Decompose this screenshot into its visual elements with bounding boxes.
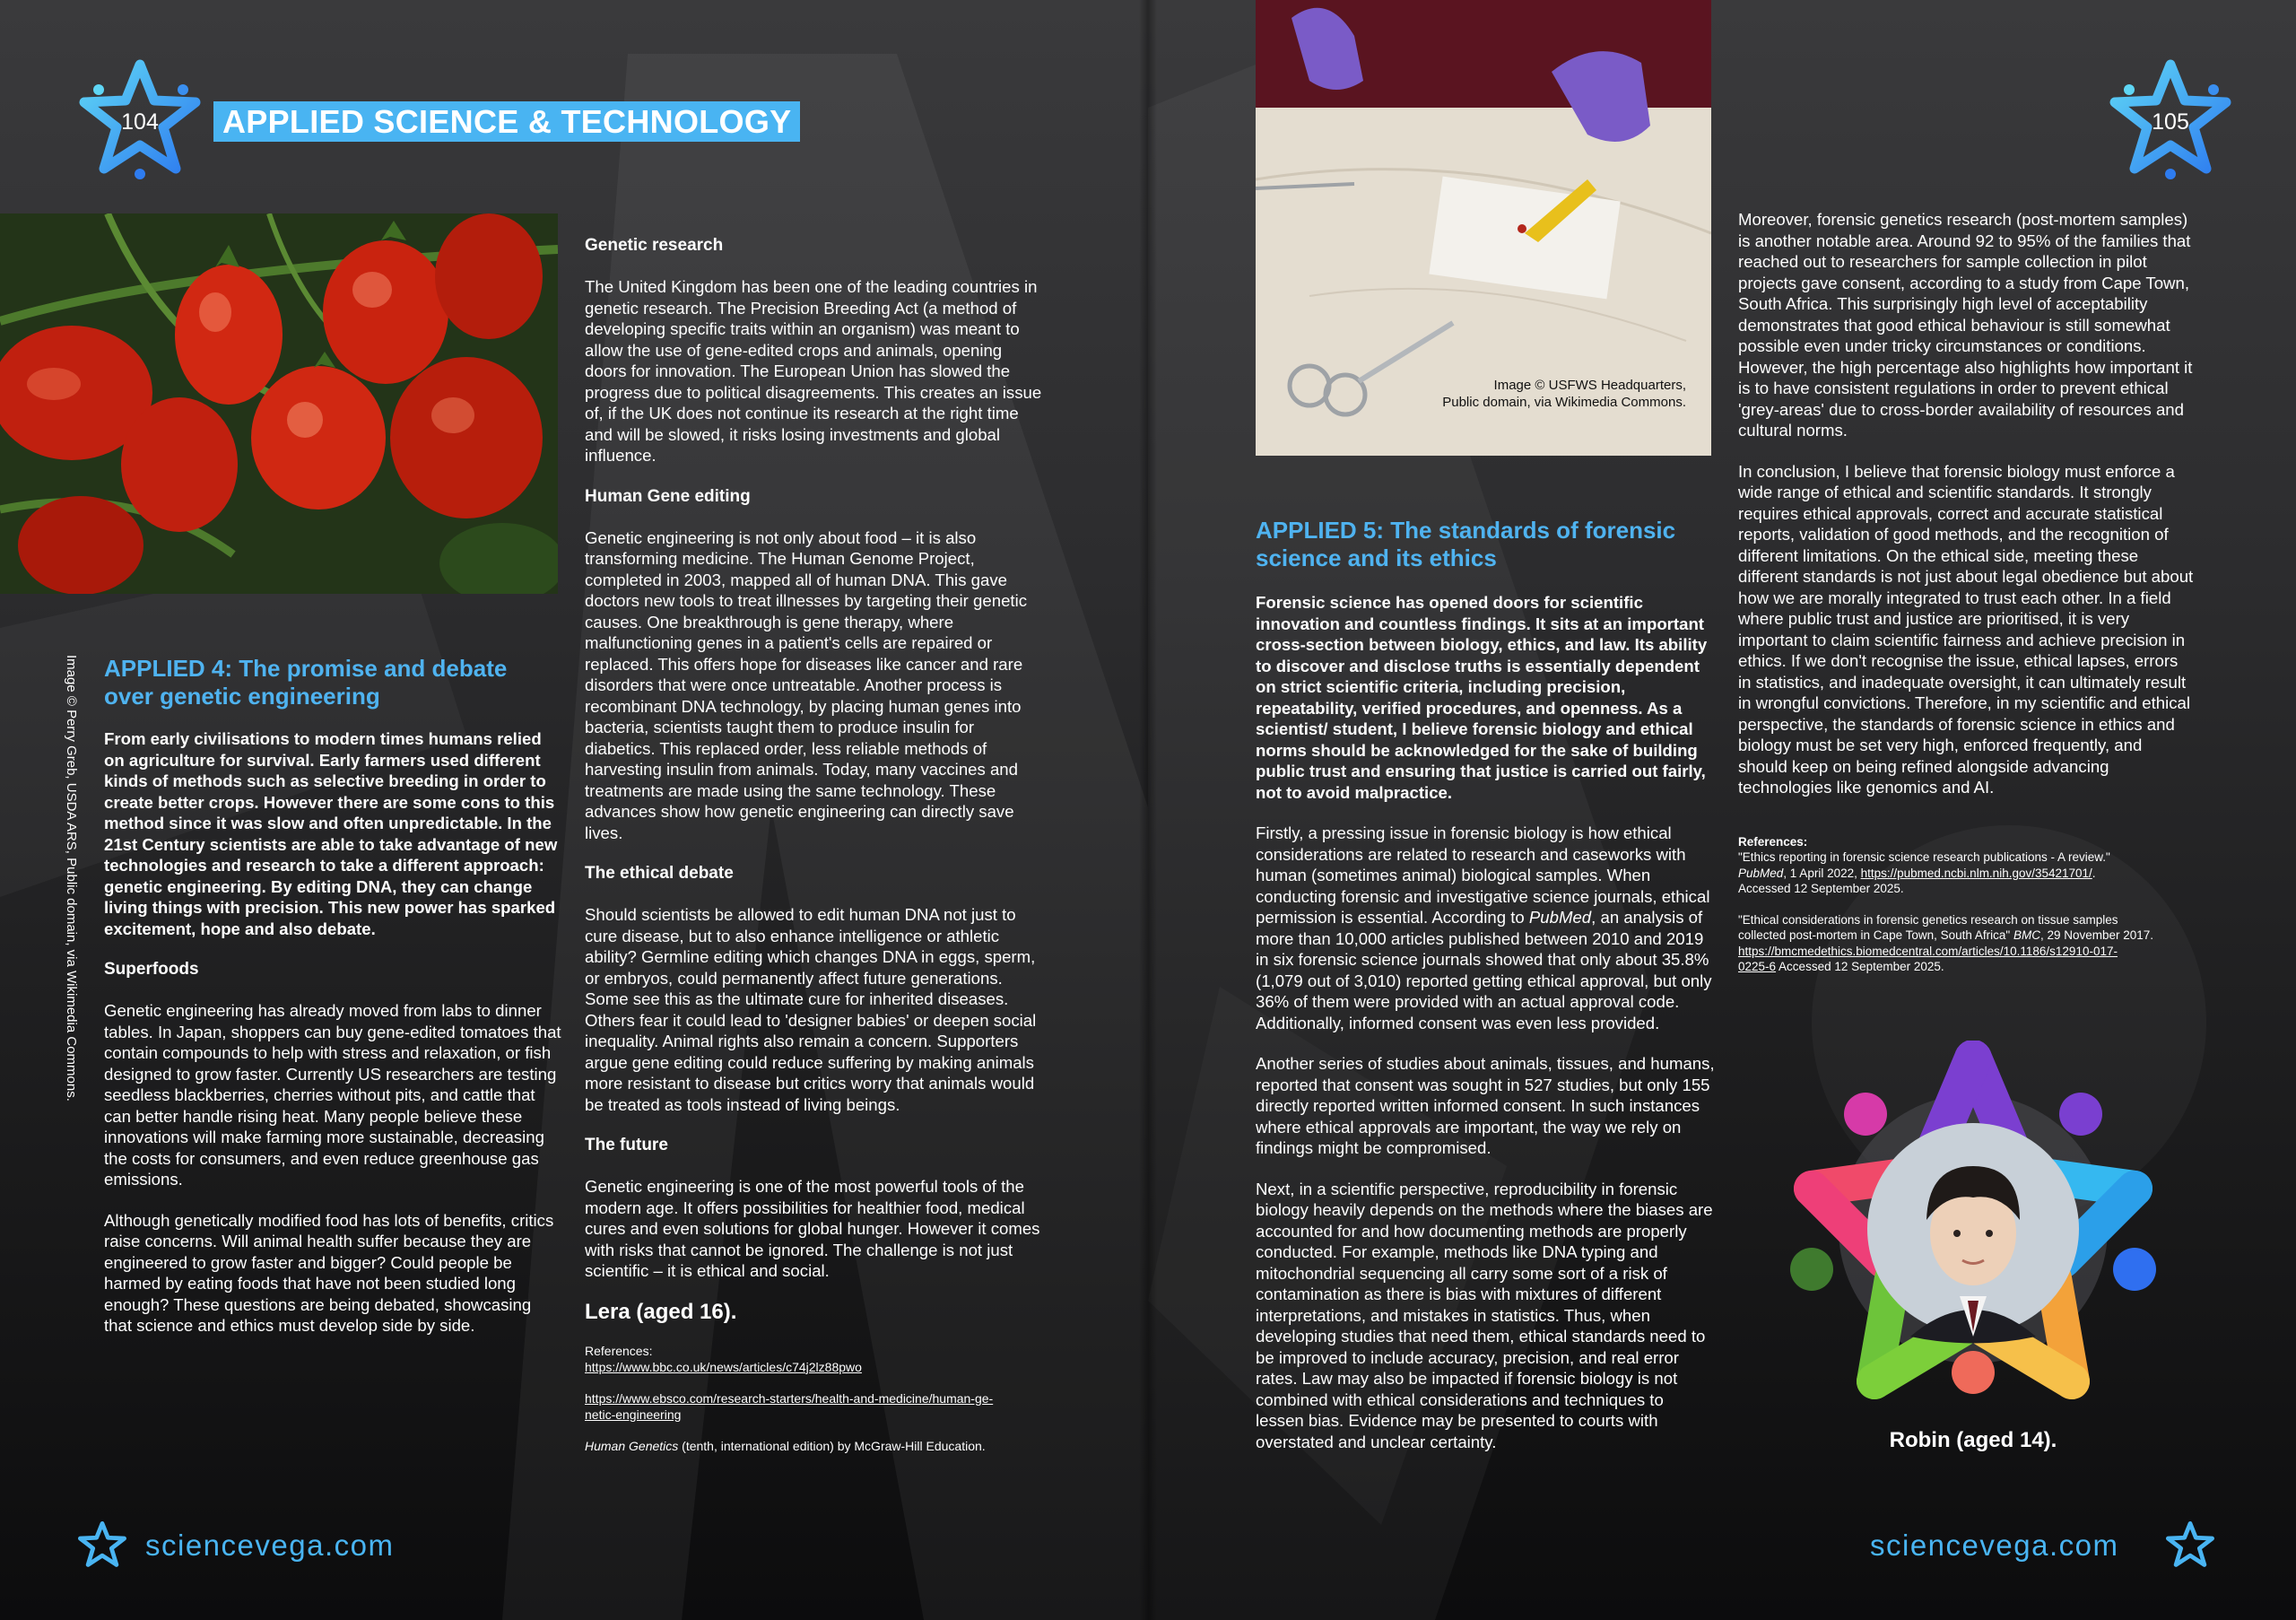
- image-caption: Image © Perry Greb, USDA ARS, Public domain, via Wikimedia Commons.: [64, 655, 79, 1102]
- reference-link[interactable]: netic-engineering: [585, 1407, 682, 1422]
- reference-link[interactable]: 0225-6: [1738, 960, 1777, 973]
- paragraph: Should scientists be allowed to edit human DNA not just to cure disease, but to also enhance intelligence or athletic ability? Germline editing which changes DNA in eggs, sperm, or embryos, could permanently affect future generations. Some see this as the ultimate cure for inherited diseases. Others fear it could lead to 'designer babies' or deepen social inequality. Animal rights also remain a concern. Supporters argue gene editing could reduce suffering by making animals more resistant to disease but critics worry that animals would be treated as tools instead of living beings.: [585, 905, 1037, 1114]
- reference-source: PubMed, 1 April 2022, https://pubmed.ncbi.nlm.nih.gov/35421701/.: [1738, 866, 2096, 880]
- reference-link[interactable]: https://pubmed.ncbi.nlm.nih.gov/35421701/: [1860, 866, 2092, 880]
- author-portrait-star: [1776, 1041, 2170, 1417]
- right-page: [1148, 0, 2296, 1620]
- paragraph: Genetic engineering is one of the most powerful tools of the modern age. It offers possibilities for healthier food, medical cures and even solutions for global hunger. However it comes with risks that cannot be ignored. The challenge is not just scientific – it is ethical and social.: [585, 1177, 1040, 1280]
- references-label: References:: [1738, 834, 1808, 849]
- star-logo-icon: [77, 1521, 127, 1570]
- image-caption: Image © USFWS Headquarters, Public domain, via Wikimedia Commons.: [1442, 378, 1686, 410]
- reference-accessed: Accessed 12 September 2025.: [1738, 882, 1904, 895]
- article-column-2: [585, 235, 1042, 1454]
- reference-link[interactable]: https://www.ebsco.com/research-starters/health-and-medicine/human-ge-: [585, 1390, 994, 1406]
- forensic-image: [1256, 0, 1711, 456]
- page-number: 105: [2152, 109, 2189, 135]
- reference-source: 0225-6 Accessed 12 September 2025.: [1738, 960, 1944, 973]
- paragraph: Firstly, a pressing issue in forensic biology is how ethical considerations are related to research and caseworks with human (sometimes animal) biological samples. When conducting forensic and investigative science journals, ethical permission is essential. According to PubMed, an analysis of more than 10,000 articles published between 2010 and 2019 in six forensic science journals showed that only about 35.8% (1,079 out of 3,010) reported getting ethical approval, but only 36% of them were provided with an actual approval code. Additionally, informed consent was even less provided.: [1256, 823, 1712, 1032]
- paragraph: Genetic engineering is not only about food – it is also transforming medicine. The Human Genome Project, completed in 2003, mapped all of human DNA. This gave doctors new tools to treat illnesses by targeting their genetic causes. One breakthrough is gene therapy, where malfunctioning genes in a patient's cells are repaired or replaced. This offers hope for diseases like cancer and rare disorders that were once untreatable. Another process is recombinant DNA technology, by placing human genes into bacteria, scientists taught them to produce insulin for diabetics. This replaced order, less reliable methods of harvesting insulin from animals. Today, many vaccines and treatments are made using the same technology. These advances show how genetic engineering can directly save lives.: [585, 527, 1027, 842]
- article-column-1: [104, 655, 561, 1337]
- reference-title: "Ethical considerations in forensic genetics research on tissue samples: [1738, 912, 2118, 927]
- reference-link[interactable]: https://bmcmedethics.biomedcentral.com/articles/10.1186/s12910-017-: [1738, 944, 2118, 958]
- paragraph: Moreover, forensic genetics research (post-mortem samples) is another notable area. Around 92 to 95% of the families that reached out to researchers for sample collection in pilot projects gave consent, according to a study from Cape Town, South Africa. This surprisingly high level of acceptability demonstrates that good ethical behaviour is still somewhat possible even under tricky circumstances or conditions. However, the high percentage also highlights how important it is to have consistent regulations in order to prevent ethical 'grey-areas' due to cross-border availability of resources and cultural norms.: [1738, 210, 2193, 440]
- intro-paragraph: From early civilisations to modern times humans relied on agriculture for survival. Early farmers used different kinds of methods such as selective breeding in order to create better crops. However there are some cons to this method since it was slow and often unpredictable. In the 21st Century scientists are able to take advantage of new technologies and research to take a different approach: genetic engineering. By editing DNA, they can change living things with precision. This new power has sparked excitement, hope and also debate.: [104, 729, 558, 938]
- paragraph: Genetic engineering has already moved from labs to dinner tables. In Japan, shoppers can buy gene-edited tomatoes that contain compounds to help with stress and relaxation, or fish designed to grow faster. Currently US researchers are testing seedless blackberries, cherries without pits, and cattle that can better handle rising heat. Many people believe these innovations will make farming more sustainable, decreasing the costs for consumers, and even reduce greenhouse gas emissions.: [104, 1001, 561, 1189]
- intro-paragraph: Forensic science has opened doors for scientific innovation and countless findings. It sits at an important cross-section between biology, ethics, and law. Its ability to discover and disclose truths is essentially dependent on strict scientific criteria, including precision, repeatability, verified procedures, and openness. As a scientist/ student, I believe forensic biology and ethical norms should be acknowledged for the sake of building public trust and ensuring that justice is carried out fairly, not to avoid malpractice.: [1256, 593, 1708, 802]
- author-name: Lera (aged 16).: [585, 1299, 737, 1324]
- paragraph: Next, in a scientific perspective, reproducibility in forensic biology heavily depends on the methods where the biases are accounted for and how documenting methods are properly conducted. For example, methods like DNA typing and mitochondrial sequencing all carry some sort of a risk of contamination as there is bias with mixtures of different interpretations, and mistakes in statistics. Thus, when developing studies that need them, ethical standards need to be improved to include accuracy, precision, and real error rates. Law may also be impacted if forensic biology is not combined with ethical considerations and techniques to lessen bias. Evidence may be presented to courts with overstated and unclear certainty.: [1256, 1179, 1713, 1451]
- star-logo-icon: [2165, 1521, 2215, 1570]
- article-column-2: [1738, 209, 2194, 975]
- paragraph: In conclusion, I believe that forensic biology must enforce a wide range of ethical and scientific standards. It strongly requires ethical approvals, correct and accurate statistical reports, validation of good methods, and the recognition of different limitations. On the ethical side, meeting these different standards is not just about legal obedience but about how we are morally integrated to trust each other. In a field where public trust and justice are prioritised, it is very important to claim scientific fairness and achieve precision in ethics. If we don't recognise the issue, ethical lapses, errors in statistics, and inadequate oversight, it can ultimately result in wrongful convictions. Therefore, in my scientific and ethical perspective, the standards of forensic science in ethics and biology must be set very high, enforced frequently, and should keep on being refined alongside advancing technologies like genomics and AI.: [1738, 461, 2194, 797]
- page-number: 104: [121, 109, 159, 135]
- paragraph: Although genetically modified food has lots of benefits, critics raise concerns. Will animal health suffer because they are engineered to grow faster and bigger? Could people be harmed by eating foods that have not been studied long enough? These questions are being debated, showcasing that science and ethics must develop side by side.: [104, 1210, 554, 1335]
- author-name: Robin (aged 14).: [1889, 1428, 2057, 1452]
- reference-link[interactable]: https://www.bbc.co.uk/news/articles/c74j2lz88pwo: [585, 1359, 862, 1374]
- footer-website[interactable]: sciencevega.com: [145, 1529, 395, 1562]
- subheading-superfoods: Superfoods: [104, 960, 199, 979]
- paragraph: The United Kingdom has been one of the leading countries in genetic research. The Precision Breeding Act (a method of developing specific traits within an organism) was meant to allow the use of gene-edited crops and animals, opening doors for innovation. The European Union has slowed the progress due to political disagreements. This creates an issue of, if the UK does not continue its research at the right time and will be slowed, it risks losing investments and global influence.: [585, 277, 1042, 465]
- subheading-gene-editing: Human Gene editing: [585, 486, 751, 506]
- page-spine: [1139, 0, 1157, 1620]
- section-title: APPLIED SCIENCE & TECHNOLOGY: [213, 101, 800, 142]
- article-title: APPLIED 4: The promise and debate over genetic engineering: [104, 655, 508, 710]
- reference-title: "Ethics reporting in forensic science research publications - A review.": [1738, 850, 2110, 864]
- footer-website[interactable]: sciencevega.com: [1870, 1529, 2119, 1562]
- references: [1738, 834, 2194, 975]
- references-label: References:: [585, 1343, 653, 1358]
- subheading-genetic-research: Genetic research: [585, 236, 724, 255]
- paragraph: Another series of studies about animals, tissues, and humans, reported that consent was sought in 527 studies, but only 155 directly reported written informed consent. In such instances where ethical approvals are important, the way we rely on findings might be compromised.: [1256, 1054, 1715, 1157]
- article-column-1: [1256, 517, 1715, 1452]
- article-title: APPLIED 5: The standards of forensic science and its ethics: [1256, 517, 1676, 571]
- subheading-ethical-debate: The ethical debate: [585, 864, 734, 883]
- reference-book: Human Genetics (tenth, international edition) by McGraw-Hill Education.: [585, 1438, 986, 1453]
- reference-source: collected post-mortem in Cape Town, South Africa" BMC, 29 November 2017.: [1738, 928, 2154, 942]
- tomato-image: [0, 213, 558, 594]
- subheading-future: The future: [585, 1136, 668, 1154]
- references: [585, 1343, 1042, 1454]
